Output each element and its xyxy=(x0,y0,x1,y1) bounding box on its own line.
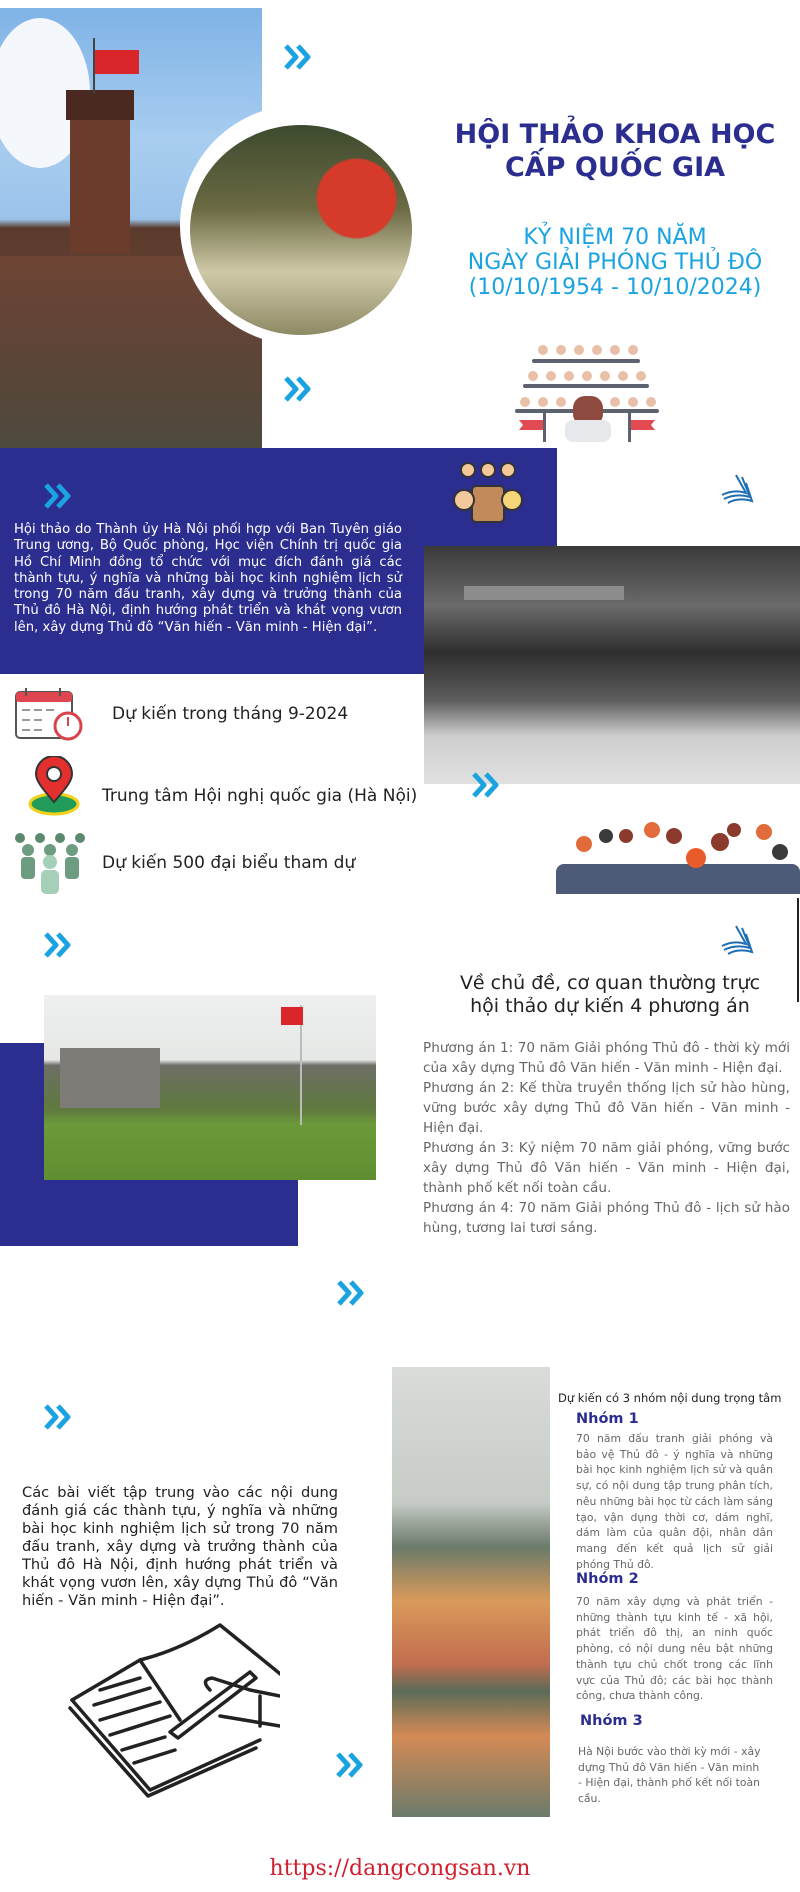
decorative-dot-grid-middle xyxy=(352,838,496,886)
group-text: 70 năm xây dựng và phát triển - những thành tựu kinh tế - xã hội, phát triển đô thị, an ninh quốc phòng, có nội dung nêu bật những thành tựu chủ chốt trong các lĩnh vực của Thủ đô; các bài học thành công, chưa thành công. xyxy=(576,1595,773,1703)
double-chevron-icon xyxy=(336,1752,368,1778)
ho-chi-minh-mausoleum-photo xyxy=(44,995,376,1180)
info-location-label: Trung tâm Hội nghị quốc gia (Hà Nội) xyxy=(102,786,418,806)
info-row-attendees xyxy=(12,832,355,894)
group-title: Nhóm 2 xyxy=(576,1571,639,1587)
articles-paragraph: Các bài viết tập trung vào các nội dung đánh giá các thành tựu, ý nghĩa và những bài học kinh nghiệm lịch sử trong 70 năm đấu tranh, xây dựng và trưởng thành của Thủ đô Hà Nội, định hướng phát triển và khát vọng vươn lên, xây dựng Thủ đô “Văn hiến - Văn minh - Hiện đại”. xyxy=(22,1484,338,1609)
meeting-table-icon xyxy=(452,460,524,532)
calendar-clock-icon xyxy=(14,686,86,742)
subtitle-line-2: NGÀY GIẢI PHÓNG THỦ ĐÔ xyxy=(467,250,763,275)
liberation-march-bw-photo xyxy=(424,546,800,784)
audience-illustration xyxy=(556,822,800,894)
double-chevron-icon xyxy=(44,932,76,958)
themes-heading-line-1: Về chủ đề, cơ quan thường trực xyxy=(459,972,761,994)
double-chevron-icon xyxy=(284,376,316,402)
turtle-tower-hoan-kiem-photo xyxy=(392,1367,550,1817)
page-subtitle xyxy=(430,225,800,300)
book-logo-icon xyxy=(720,924,756,960)
group-title: Nhóm 3 xyxy=(580,1713,643,1729)
plan-item: Phương án 3: Kỷ niệm 70 năm giải phóng, vững bước xây dựng Thủ đô Văn hiến - Văn minh - Hiện đại, thành phố kết nối toàn cầu. xyxy=(423,1140,790,1196)
group-title: Nhóm 1 xyxy=(576,1411,639,1427)
group-text: Hà Nội bước vào thời kỳ mới - xây dựng Thủ đô Văn hiến - Văn minh - Hiện đại, thành phố kết nối toàn cầu. xyxy=(578,1745,761,1806)
double-chevron-icon xyxy=(44,1404,76,1430)
conference-audience-icon xyxy=(515,332,665,442)
info-attendees-label: Dự kiến 500 đại biểu tham dự xyxy=(102,853,356,873)
decorative-dot-grid-top xyxy=(410,0,554,74)
plan-item: Phương án 2: Kế thừa truyền thống lịch sử hào hùng, vững bước xây dựng Thủ đô Văn hiến - Văn minh - Hiện đại. xyxy=(423,1080,790,1136)
subtitle-line-1: KỶ NIỆM 70 NĂM xyxy=(523,225,707,250)
people-group-icon xyxy=(12,832,88,894)
double-chevron-icon xyxy=(472,772,504,798)
book-logo-icon xyxy=(720,473,756,509)
source-link[interactable]: https://dangcongsan.vn xyxy=(269,1856,531,1881)
themes-heading xyxy=(420,972,800,1018)
decorative-dot-grid-bottom xyxy=(458,1286,602,1350)
subtitle-line-3: (10/10/1954 - 10/10/2024) xyxy=(468,275,762,300)
intro-paragraph: Hội thảo do Thành ủy Hà Nội phối hợp với Ban Tuyên giáo Trung ương, Bộ Quốc phòng, Học viện Chính trị quốc gia Hồ Chí Minh đồng tổ chức với mục đích đánh giá các thành tựu, ý nghĩa và những bài học kinh nghiệm lịch sử trong 70 năm đấu tranh, xây dựng và trưởng thành của Thủ đô Hà Nội, định hướng phát triển và khát vọng vươn lên, xây dựng Thủ đô “Văn hiến - Văn minh - Hiện đại”. xyxy=(14,522,402,635)
groups-heading: Dự kiến có 3 nhóm nội dung trọng tâm xyxy=(558,1391,782,1405)
info-row-time xyxy=(14,686,348,742)
group-text: 70 năm đấu tranh giải phóng và bảo vệ Thủ đô - ý nghĩa và những bài học kinh nghiệm lịch sử và quân sự, có nội dung tập trung phân tích, nêu những bài học từ cách làm sáng tạo, vận dụng thời cơ, dám nghĩ, dám làm của quân đội, nhân dân mang đến kết quả lịch sử giải phóng Thủ đô. xyxy=(576,1432,773,1571)
title-line-2: CẤP QUỐC GIA xyxy=(504,152,726,183)
title-line-1: HỘI THẢO KHOA HỌC xyxy=(454,119,776,150)
double-chevron-icon xyxy=(44,483,76,509)
plan-item: Phương án 4: 70 năm Giải phóng Thủ đô - lịch sử hào hùng, tương lai tươi sáng. xyxy=(423,1200,790,1236)
page-title xyxy=(430,118,800,184)
themes-heading-line-2: hội thảo dự kiến 4 phương án xyxy=(470,995,750,1017)
writing-hand-icon xyxy=(60,1620,280,1800)
info-row-location xyxy=(26,756,417,818)
plan-item: Phương án 1: 70 năm Giải phóng Thủ đô - thời kỳ mới của xây dựng Thủ đô Văn hiến - Văn minh - Hiện đại. xyxy=(423,1040,790,1076)
location-pin-icon xyxy=(26,756,82,818)
liberation-parade-circle-photo xyxy=(180,105,420,345)
double-chevron-icon xyxy=(337,1280,369,1306)
themes-plan-list xyxy=(423,1038,790,1238)
double-chevron-icon xyxy=(284,44,316,70)
info-time-label: Dự kiến trong tháng 9-2024 xyxy=(112,704,349,724)
